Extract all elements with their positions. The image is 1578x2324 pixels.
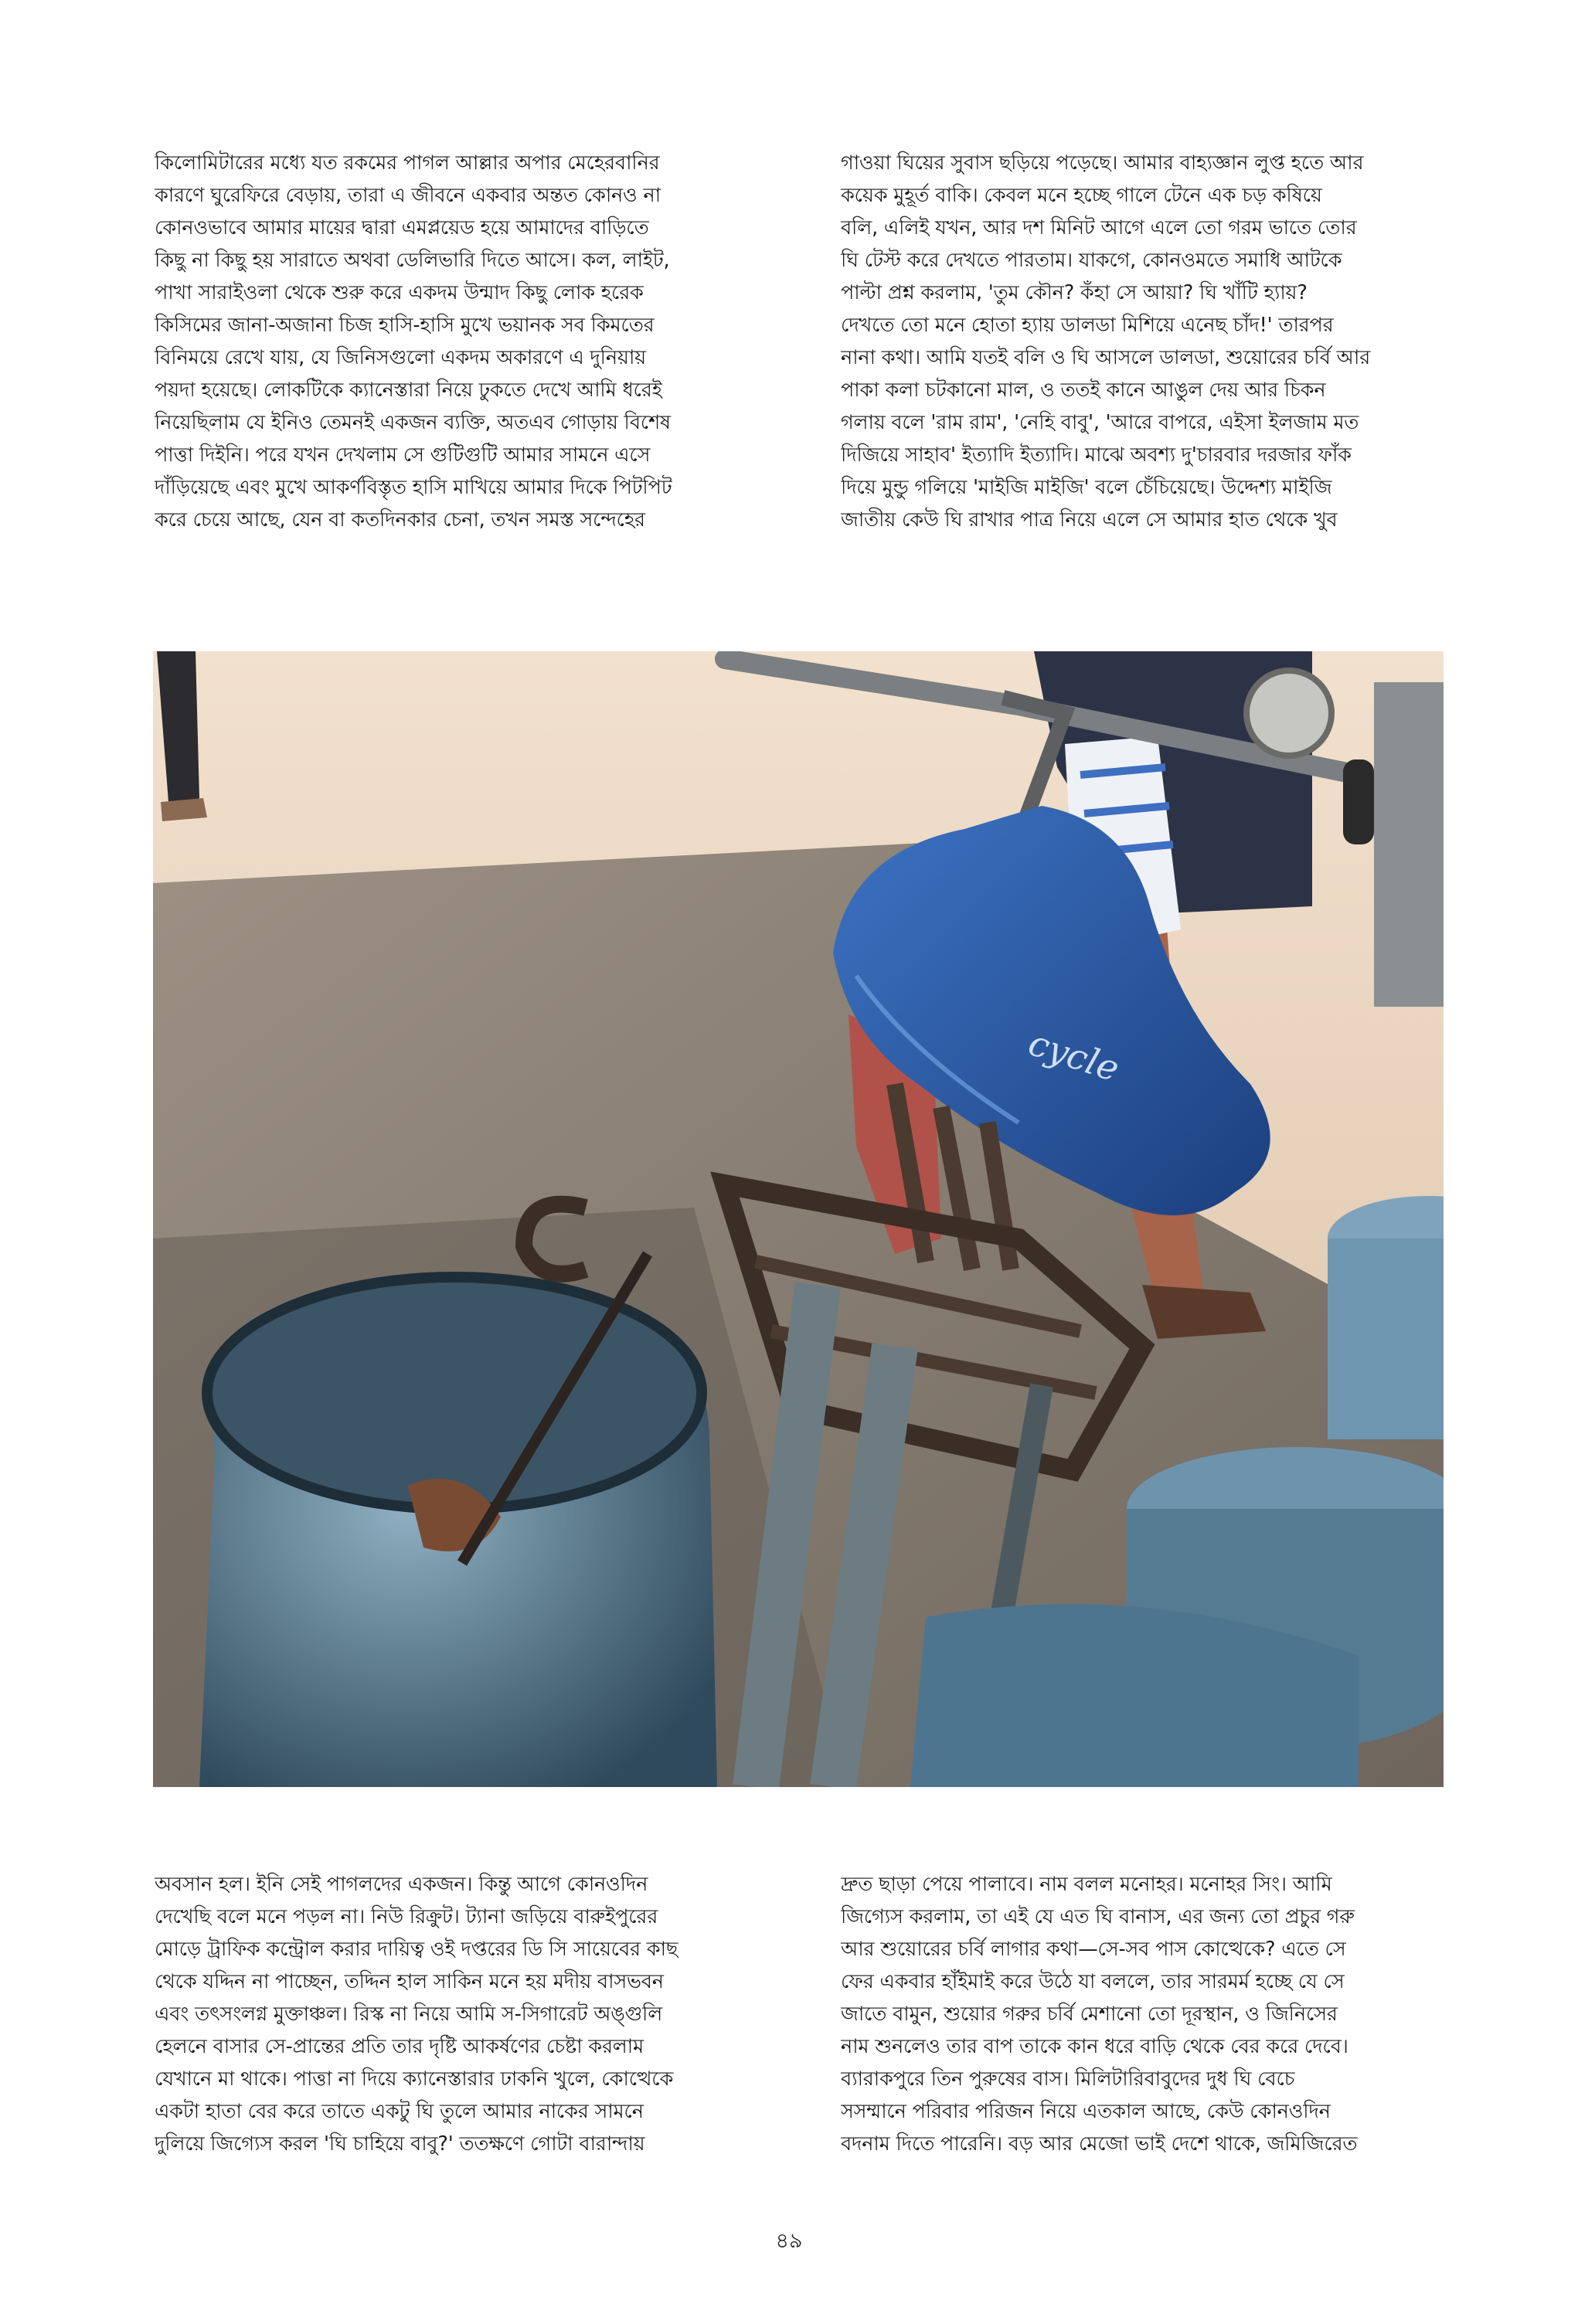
text-line: কিলোমিটারের মধ্যে যত রকমের পাগল আল্লার অপার মেহেরবানির	[155, 151, 660, 175]
bicycle-bell	[1246, 671, 1331, 756]
photo-bicycle-ghee-cans	[153, 651, 1444, 1787]
text-line: পয়দা হয়েছে। লোকটিকে ক্যানেস্তারা নিয়ে ঢুকতে দেখে আমি ধরেই	[155, 379, 662, 402]
text-line: অবসান হল। ইনি সেই পাগলদের একজন। কিন্তু আগে কোনওদিন	[155, 1873, 648, 1896]
text-line: ব্যারাকপুরে তিন পুরুষের বাস। মিলিটারিবাবুদের দুধ ঘি বেচে	[841, 2067, 1295, 2091]
text-line: করে চেয়ে আছে, যেন বা কতদিনকার চেনা, তখন সমস্ত সন্দেহের	[155, 508, 645, 532]
text-column-top-left	[155, 147, 765, 536]
text-line: পাত্তা দিইনি। পরে যখন দেখলাম সে গুটিগুটি আমার সামনে এসে	[155, 443, 651, 467]
text-line: বলি, এলিই যখন, আর দশ মিনিট আগে এলে তো গরম ভাতে তোর	[841, 216, 1357, 240]
text-line: দিজিয়ে সাহাব' ইত্যাদি ইত্যাদি। মাঝে অবশ্য দু'চারবার দরজার ফাঁক	[841, 443, 1352, 467]
text-line: জিগ্যেস করলাম, তা এই যে এত ঘি বানাস, এর জন্য তো প্রচুর গরু	[841, 1905, 1355, 1928]
page-number: ৪৯	[775, 2229, 803, 2253]
text-column-bottom-left	[155, 1868, 765, 2160]
text-line: জাতীয় কেউ ঘি রাখার পাত্র নিয়ে এলে সে আমার হাত থেকে খুব	[841, 508, 1338, 532]
text-line: নানা কথা। আমি যতই বলি ও ঘি আসলে ডালডা, শুয়োরের চর্বি আর	[841, 346, 1371, 369]
text-line: হেলনে বাসার সে-প্রান্তের প্রতি তার দৃষ্টি আকর্ষণের চেষ্টা করলাম	[155, 2035, 644, 2058]
text-line: একটা হাতা বের করে তাতে একটু ঘি তুলে আমার নাকের সামনে	[155, 2100, 644, 2123]
handlebar-grip	[1343, 759, 1374, 844]
text-line: কিছু না কিছু হয় সারাতে অথবা ডেলিভারি দিতে আসে। কল, লাইট,	[155, 249, 670, 272]
text-line: পাল্টা প্রশ্ন করলাম, 'তুম কৌন? কঁহা সে আয়া? ঘি খাঁটি হ্যায়?	[841, 281, 1308, 304]
text-column-bottom-right	[841, 1868, 1451, 2160]
seat-brand-text: cycle	[1023, 1021, 1124, 1090]
text-line: মোড়ে ট্রাফিক কন্ট্রোল করার দায়িত্ব ওই দপ্তরের ডি সি সায়েবের কাছ	[155, 1938, 678, 1961]
can-right-body	[1328, 1238, 1444, 1439]
text-line: কোনওভাবে আমার মায়ের দ্বারা এমপ্লয়েড হয়ে আমাদের বাড়িতে	[155, 216, 649, 240]
milk-can-left-lid	[207, 1277, 702, 1509]
text-line: গলায় বলে 'রাম রাম', 'নেহি বাবু', 'আরে বাপরে, এইসা ইলজাম মত	[841, 411, 1359, 434]
text-line: থেকে যদ্দিন না পাচ্ছেন, তদ্দিন হাল সাকিন মনে হয় মদীয় বাসভবন	[155, 1970, 664, 1993]
text-line: কিসিমের জানা-অজানা চিজ হাসি-হাসি মুখে ভয়ানক সব কিমতের	[155, 314, 655, 337]
text-line: নাম শুনলেও তার বাপ তাকে কান ধরে বাড়ি থেকে বের করে দেবে।	[841, 2035, 1348, 2058]
text-line: নিয়েছিলাম যে ইনিও তেমনই একজন ব্যক্তি, অতএব গোড়ায় বিশেষ	[155, 411, 671, 434]
text-line: পাখা সারাইওলা থেকে শুরু করে একদম উন্মাদ কিছু লোক হরেক	[155, 281, 644, 304]
text-line: দাঁড়িয়েছে এবং মুখে আকর্ণবিস্তৃত হাসি মাখিয়ে আমার দিকে পিটপিট	[155, 476, 672, 499]
text-column-top-right	[841, 147, 1451, 536]
text-line: কয়েক মুহূর্ত বাকি। কেবল মনে হচ্ছে গালে টেনে এক চড় কষিয়ে	[841, 184, 1322, 207]
text-line: এবং তৎসংলগ্ন মুক্তাঞ্চল। রিস্ক না নিয়ে আমি স-সিগারেট অঙ্গুলি	[155, 2003, 663, 2026]
text-line: দুলিয়ে জিগ্যেস করল 'ঘি চাহিয়ে বাবু?' ততক্ষণে গোটা বারান্দায়	[155, 2132, 645, 2156]
text-line: সসম্মানে পরিবার পরিজন নিয়ে এতকাল আছে, কেউ কোনওদিন	[841, 2100, 1331, 2123]
text-line: জাতে বামুন, শুয়োর গরুর চর্বি মেশানো তো দূরস্থান, ও জিনিসের	[841, 2003, 1338, 2026]
text-line: ঘি টেস্ট করে দেখতে পারতাম। যাকগে, কোনওমতে সমাধি আটকে	[841, 249, 1342, 272]
text-line: বিনিময়ে রেখে যায়, যে জিনিসগুলো একদম অকারণে এ দুনিয়ায়	[155, 346, 646, 369]
slipper	[1142, 1285, 1266, 1339]
text-line: দেখেছি বলে মনে পড়ল না। নিউ রিক্রুট। ট্যানা জড়িয়ে বারুইপুরের	[155, 1905, 658, 1928]
text-line: আর শুয়োরের চর্বি লাগার কথা—সে-সব পাস কোত্থেকে? এতে সে	[841, 1938, 1346, 1961]
text-line: দেখতে তো মনে হোতা হ্যায় ডালডা মিশিয়ে এনেছ চাঁদ!' তারপর	[841, 314, 1334, 337]
text-line: গাওয়া ঘিয়ের সুবাস ছড়িয়ে পড়েছে। আমার বাহ্যজ্ঞান লুপ্ত হতে আর	[841, 151, 1364, 175]
text-line: বদনাম দিতে পারেনি। বড় আর মেজো ভাই দেশে থাকে, জমিজিরেত	[841, 2132, 1358, 2156]
text-line: দ্রুত ছাড়া পেয়ে পালাবে। নাম বলল মনোহর। মনোহর সিং। আমি	[841, 1873, 1332, 1896]
sandal	[161, 798, 207, 821]
text-line: পাকা কলা চটকানো মাল, ও ততই কানে আঙুল দেয় আর চিকন	[841, 379, 1326, 402]
text-line: ফের একবার হাঁইমাই করে উঠে যা বললে, তার সারমর্ম হচ্ছে যে সে	[841, 1970, 1345, 1993]
text-line: যেখানে মা থাকে। পাত্তা না দিয়ে ক্যানেস্তারার ঢাকনি খুলে, কোত্থেকে	[155, 2067, 674, 2091]
text-line: কারণে ঘুরেফিরে বেড়ায়, তারা এ জীবনে একবার অন্তত কোনও না	[155, 184, 661, 207]
text-line: দিয়ে মুন্ডু গলিয়ে 'মাইজি মাইজি' বলে চেঁচিয়েছে। উদ্দেশ্য মাইজি	[841, 476, 1332, 499]
tall-can-right	[1374, 682, 1444, 1007]
